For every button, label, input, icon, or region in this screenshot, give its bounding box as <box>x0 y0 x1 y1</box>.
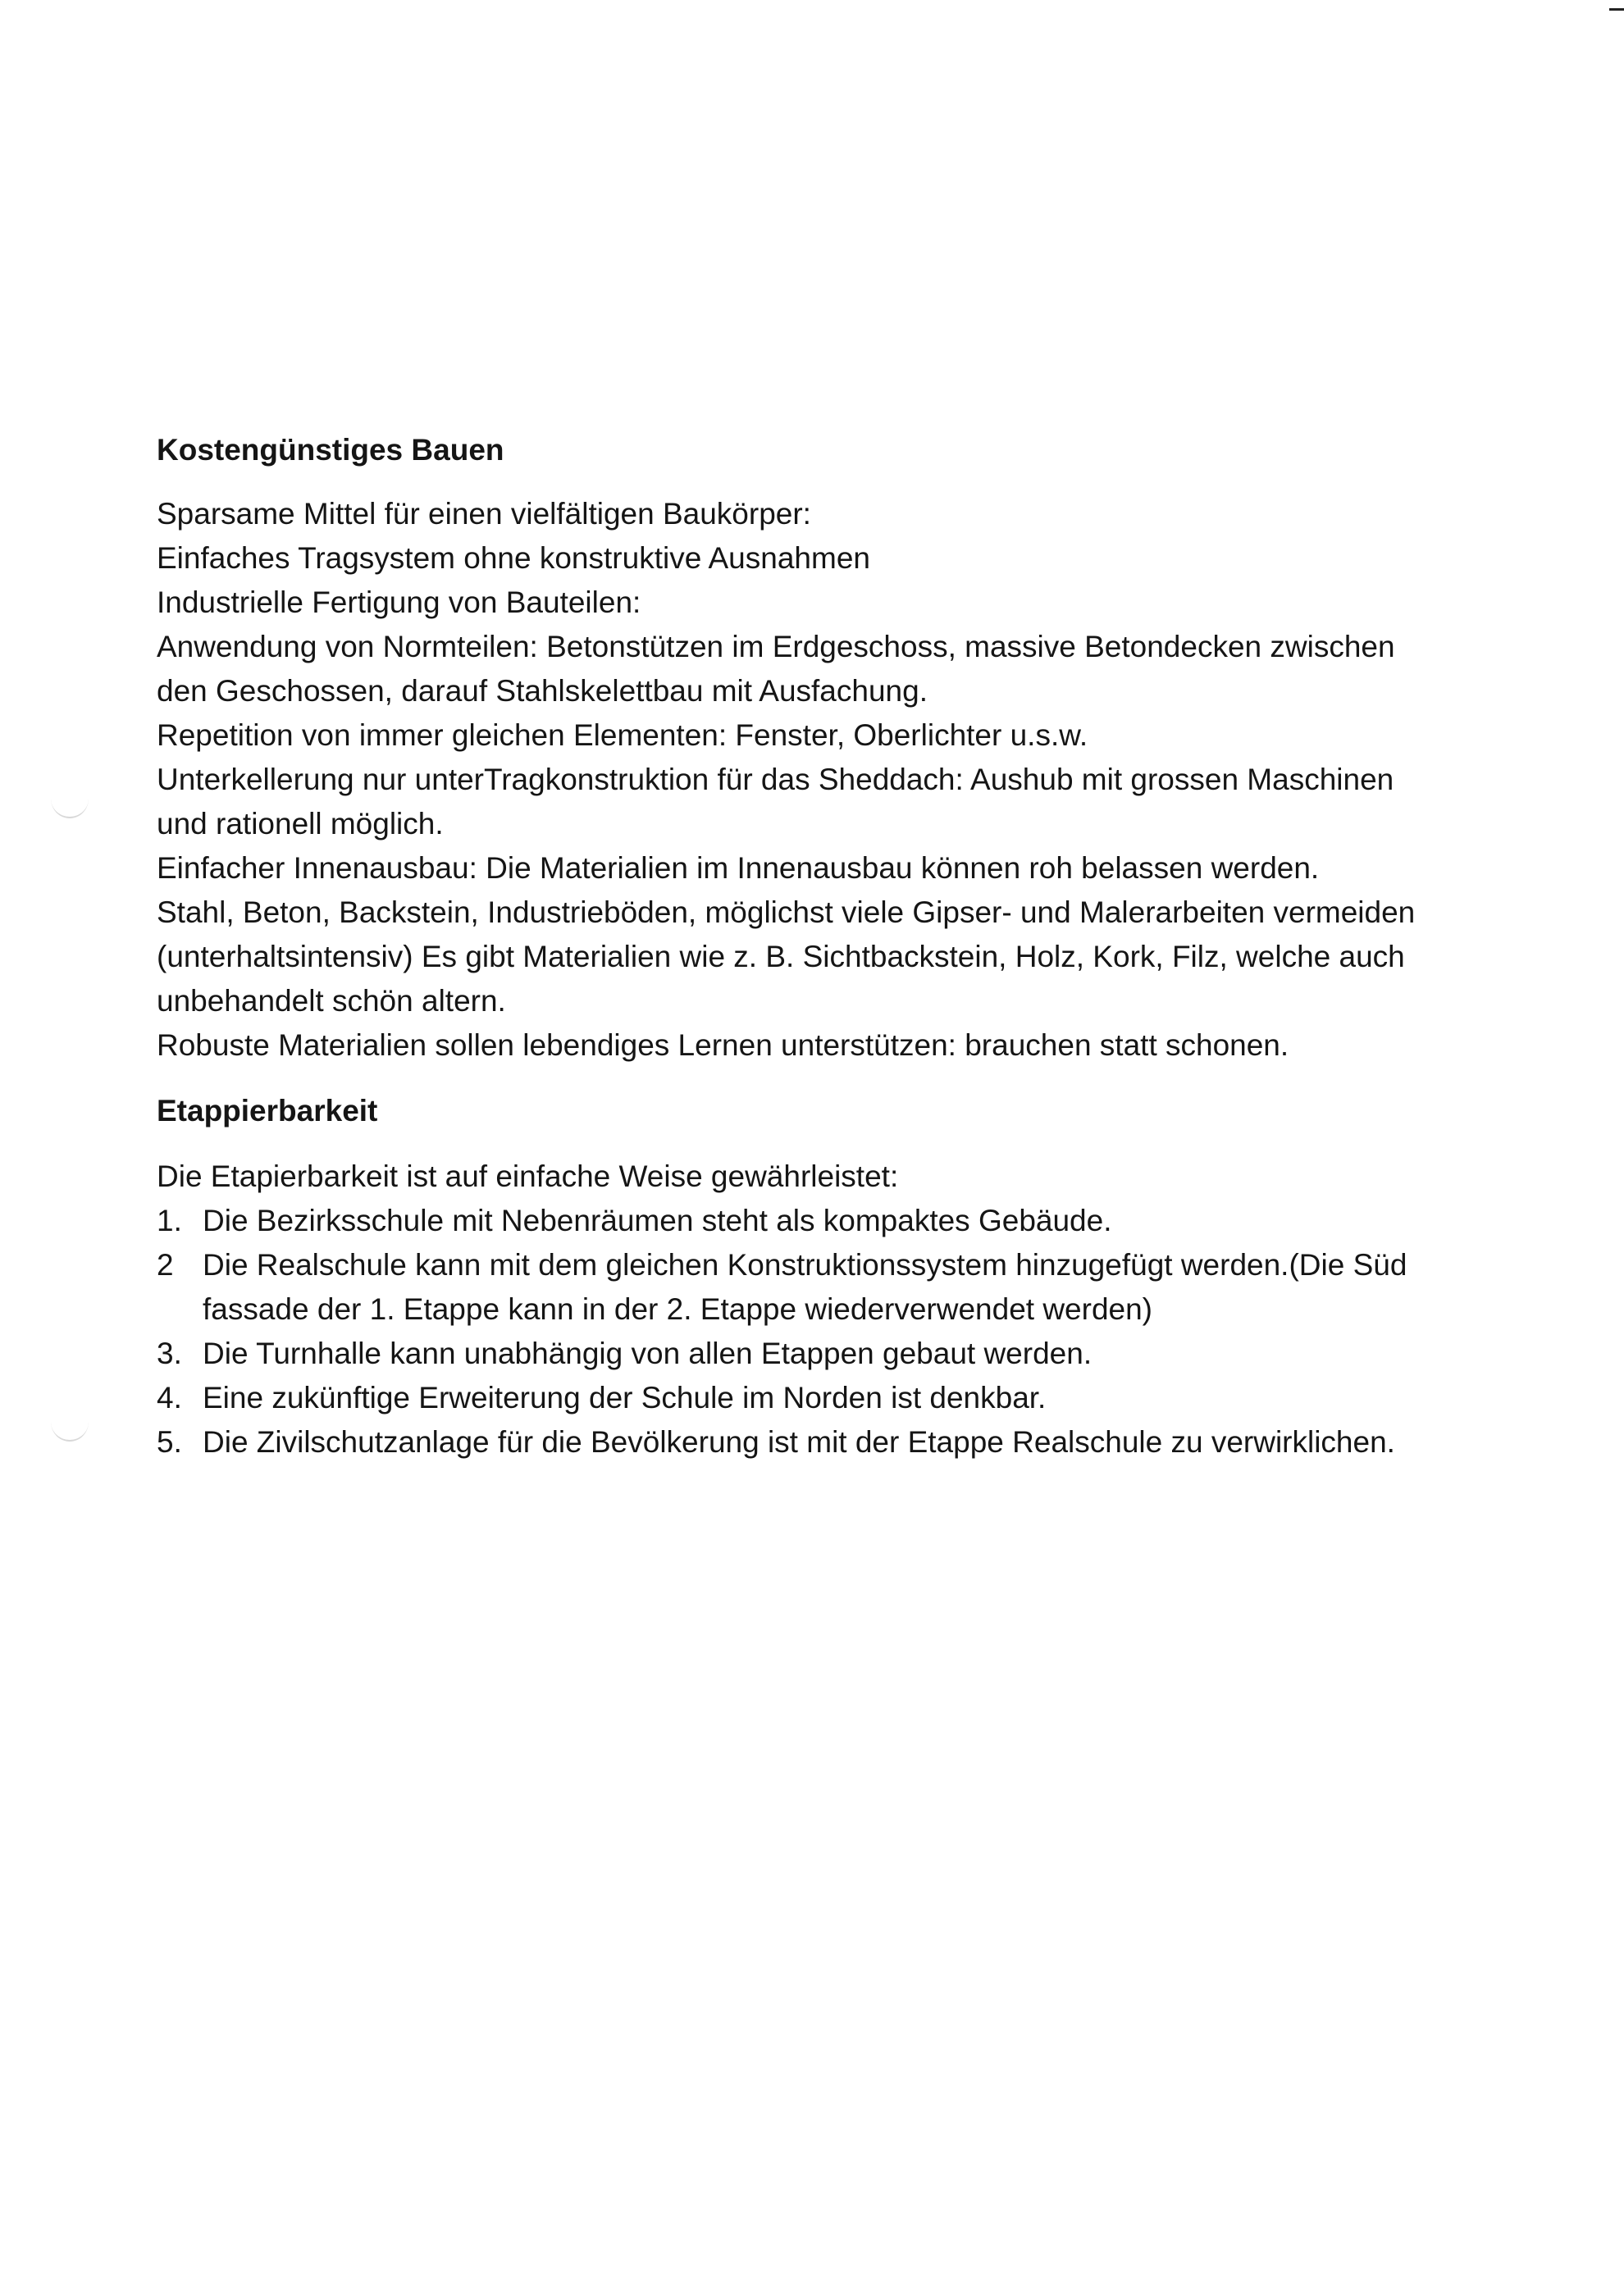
list-item-text: Die Zivilschutzanlage für die Bevölkerung ist mit der Etappe Realschule zu verwirklichen. <box>203 1425 1395 1459</box>
text-line: Repetition von immer gleichen Elementen: Fenster, Oberlichter u.s.w. <box>157 718 1088 752</box>
list-item <box>157 1420 1551 1465</box>
text-line: Sparsame Mittel für einen vielfältigen Baukörper: <box>157 497 811 531</box>
list-item <box>157 1332 1551 1376</box>
text-line: Anwendung von Normteilen: Betonstützen im Erdgeschoss, massive Betondecken zwischen <box>157 630 1395 663</box>
text-line: Robuste Materialien sollen lebendiges Lernen unterstützen: brauchen statt schonen. <box>157 1028 1289 1062</box>
list-intro: Die Etapierbarkeit ist auf einfache Weise gewährleistet: <box>157 1159 899 1193</box>
text-line: Industrielle Fertigung von Bauteilen: <box>157 585 641 619</box>
text-line: Unterkellerung nur unterTragkonstruktion für das Sheddach: Aushub mit grossen Maschinen <box>157 763 1394 796</box>
etappen-list <box>157 1199 1551 1465</box>
list-item-text: Die Bezirksschule mit Nebenräumen steht als kompaktes Gebäude. <box>203 1204 1112 1237</box>
scan-edge-mark <box>1609 8 1624 11</box>
list-item-number: 4. <box>157 1381 182 1414</box>
list-item-text: Die Turnhalle kann unabhängig von allen Etappen gebaut werden. <box>203 1337 1093 1370</box>
list-item-number: 2 <box>157 1248 174 1282</box>
list-item-text: Eine zukünftige Erweiterung der Schule im Norden ist denkbar. <box>203 1381 1047 1414</box>
list-item <box>157 1243 1551 1332</box>
text-line: Stahl, Beton, Backstein, Industrieböden, möglichst viele Gipser- und Malerarbeiten vermeiden <box>157 895 1416 929</box>
list-item-number: 5. <box>157 1425 182 1459</box>
text-line: und rationell möglich. <box>157 807 444 840</box>
list-item-number: 1. <box>157 1204 182 1237</box>
section-heading-etappierbarkeit: Etappierbarkeit <box>157 1094 378 1128</box>
document-body <box>157 428 1551 1465</box>
punch-hole-mark <box>51 779 89 818</box>
list-item-text: Die Realschule kann mit dem gleichen Konstruktionssystem hinzugefügt werden.(Die Süd <box>203 1248 1407 1282</box>
section-heading-kostenguenstiges-bauen: Kostengünstiges Bauen <box>157 433 504 467</box>
punch-hole-mark <box>51 1402 89 1442</box>
text-line: unbehandelt schön altern. <box>157 984 506 1018</box>
section-body-etappierbarkeit <box>157 1155 1551 1465</box>
list-item-number: 3. <box>157 1337 182 1370</box>
text-line: (unterhaltsintensiv) Es gibt Materialien wie z. B. Sichtbackstein, Holz, Kork, Filz, welche auch <box>157 940 1405 973</box>
text-line: den Geschossen, darauf Stahlskelettbau mit Ausfachung. <box>157 674 928 708</box>
text-line: Einfacher Innenausbau: Die Materialien im Innenausbau können roh belassen werden. <box>157 851 1320 885</box>
section-body-kostenguenstiges-bauen <box>157 492 1551 1068</box>
list-item <box>157 1376 1551 1420</box>
text-line: Einfaches Tragsystem ohne konstruktive Ausnahmen <box>157 541 870 575</box>
list-item-text: fassade der 1. Etappe kann in der 2. Etappe wiederverwendet werden) <box>203 1292 1153 1326</box>
list-item <box>157 1199 1551 1243</box>
